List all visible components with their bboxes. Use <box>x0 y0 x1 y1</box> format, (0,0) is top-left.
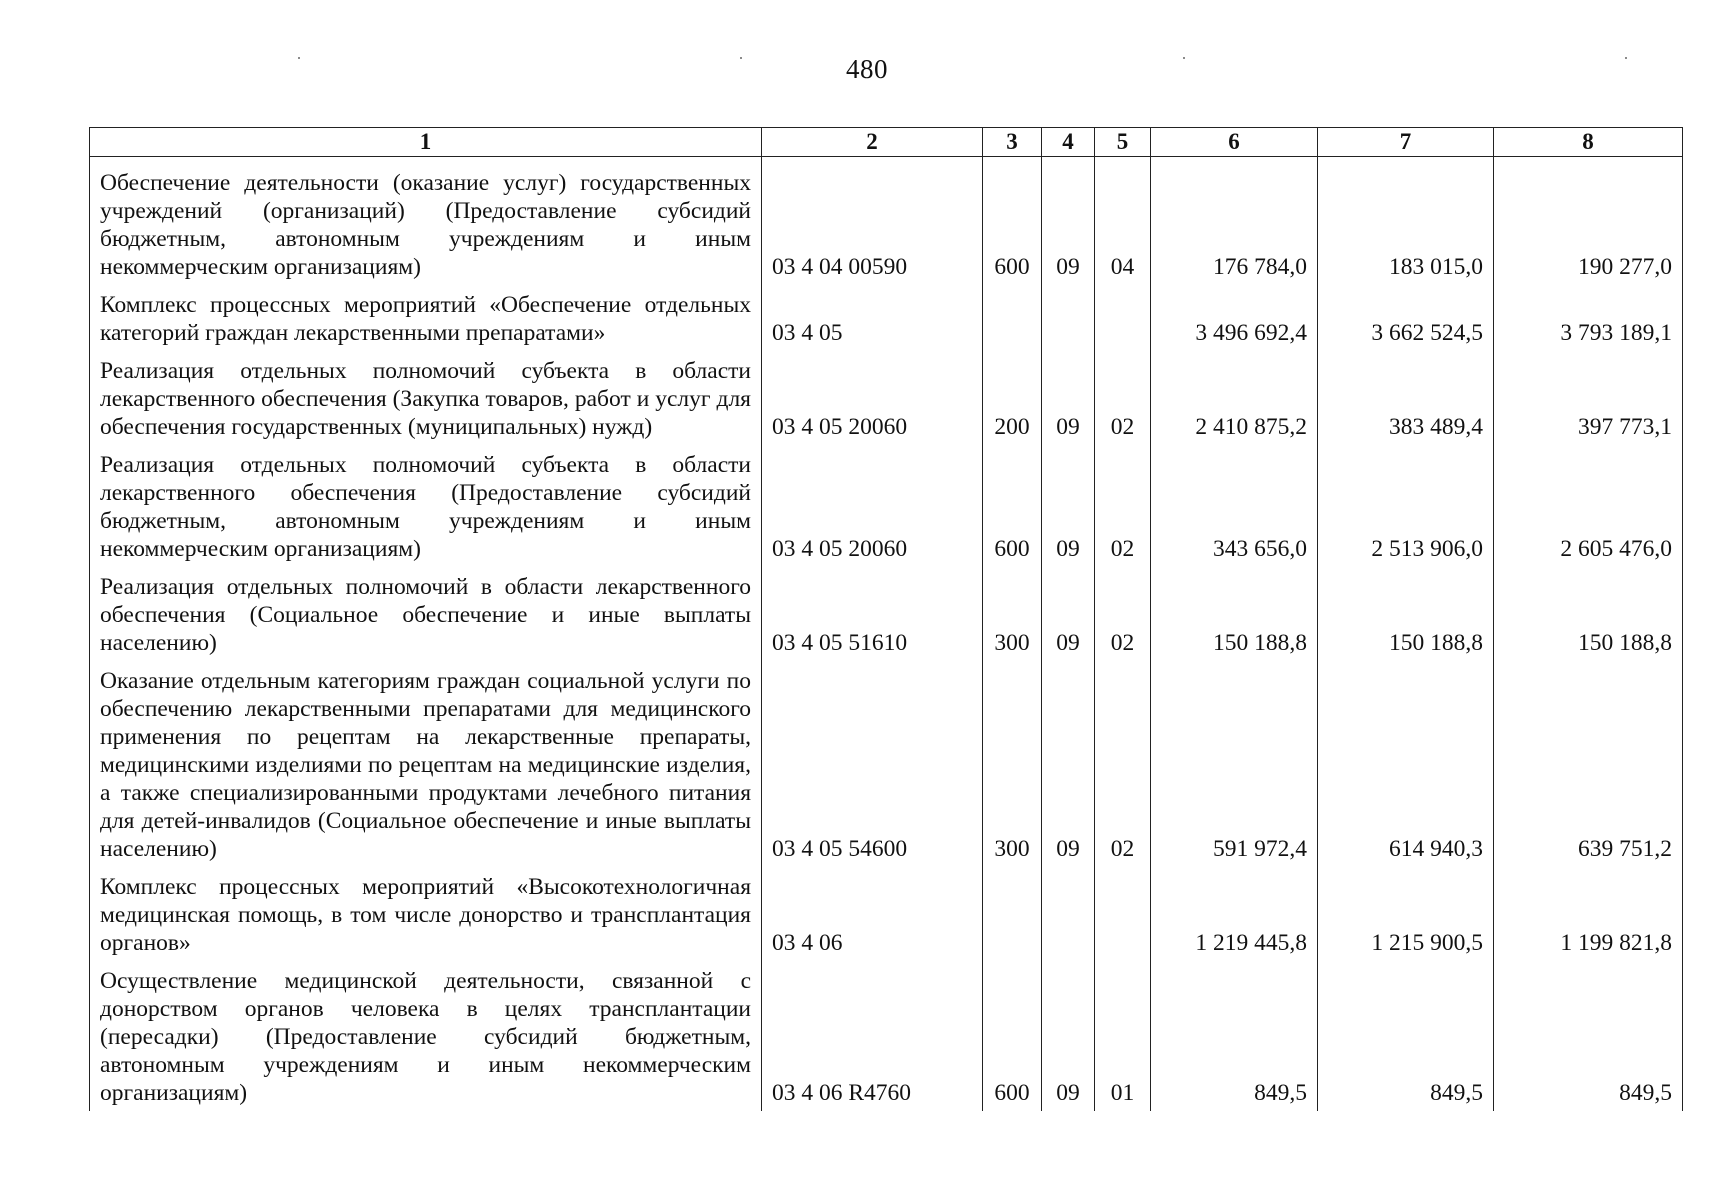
row-description: Реализация отдельных полномочий субъекта в области лекарственного обеспечения (Предоставление субсидий бюджетным, автономным учреждениям и иным некоммерческим организациям) <box>90 445 762 567</box>
row-amount-col7: 849,5 <box>1318 961 1494 1111</box>
row-subsection: 02 <box>1095 661 1151 867</box>
table-row <box>90 157 1683 286</box>
row-amount-col7: 3 662 524,5 <box>1318 285 1494 351</box>
table-row <box>90 661 1683 867</box>
row-section: 09 <box>1042 661 1095 867</box>
row-amount-col6: 849,5 <box>1151 961 1318 1111</box>
row-subsection: 02 <box>1095 445 1151 567</box>
table-row <box>90 867 1683 961</box>
row-amount-col8: 639 751,2 <box>1494 661 1683 867</box>
row-amount-col7: 614 940,3 <box>1318 661 1494 867</box>
row-expense-type <box>983 867 1042 961</box>
column-header: 5 <box>1095 128 1151 157</box>
row-code: 03 4 06 R4760 <box>762 961 983 1111</box>
row-subsection: 02 <box>1095 567 1151 661</box>
row-expense-type: 300 <box>983 661 1042 867</box>
row-amount-col8: 2 605 476,0 <box>1494 445 1683 567</box>
row-amount-col7: 183 015,0 <box>1318 157 1494 286</box>
row-code: 03 4 05 51610 <box>762 567 983 661</box>
page-number: 480 <box>846 54 888 84</box>
row-description: Обеспечение деятельности (оказание услуг) государственных учреждений (организаций) (Предоставление субсидий бюджетным, автономным учреждениям и иным некоммерческим организациям) <box>90 157 762 286</box>
row-description: Реализация отдельных полномочий субъекта в области лекарственного обеспечения (Закупка товаров, работ и услуг для обеспечения государственных (муниципальных) нужд) <box>90 351 762 445</box>
row-expense-type: 200 <box>983 351 1042 445</box>
column-header: 1 <box>90 128 762 157</box>
row-amount-col8: 3 793 189,1 <box>1494 285 1683 351</box>
row-section: 09 <box>1042 445 1095 567</box>
row-code: 03 4 06 <box>762 867 983 961</box>
row-amount-col6: 2 410 875,2 <box>1151 351 1318 445</box>
row-amount-col8: 190 277,0 <box>1494 157 1683 286</box>
row-expense-type: 600 <box>983 961 1042 1111</box>
row-amount-col6: 591 972,4 <box>1151 661 1318 867</box>
row-code: 03 4 05 20060 <box>762 445 983 567</box>
table-row <box>90 285 1683 351</box>
column-header: 7 <box>1318 128 1494 157</box>
row-code: 03 4 05 <box>762 285 983 351</box>
row-description: Оказание отдельным категориям граждан социальной услуги по обеспечению лекарственными препаратами для медицинского применения по рецептам на лекарственные препараты, медицинскими изделиями по рецептам на медицинские изделия, а также специализированными продуктами лечебного питания для детей-инвалидов (Социальное обеспечение и иные выплаты населению) <box>90 661 762 867</box>
row-description: Комплекс процессных мероприятий «Обеспечение отдельных категорий граждан лекарственными препаратами» <box>90 285 762 351</box>
row-code: 03 4 05 54600 <box>762 661 983 867</box>
row-amount-col7: 150 188,8 <box>1318 567 1494 661</box>
row-amount-col8: 1 199 821,8 <box>1494 867 1683 961</box>
row-amount-col8: 849,5 <box>1494 961 1683 1111</box>
row-expense-type: 600 <box>983 445 1042 567</box>
table-header-row <box>90 128 1683 157</box>
scan-speck <box>1625 57 1627 59</box>
row-section: 09 <box>1042 351 1095 445</box>
row-amount-col6: 343 656,0 <box>1151 445 1318 567</box>
row-subsection: 04 <box>1095 157 1151 286</box>
row-subsection <box>1095 285 1151 351</box>
budget-table <box>89 127 1683 1111</box>
column-header: 4 <box>1042 128 1095 157</box>
row-amount-col8: 150 188,8 <box>1494 567 1683 661</box>
row-amount-col6: 150 188,8 <box>1151 567 1318 661</box>
table-row <box>90 445 1683 567</box>
row-subsection: 01 <box>1095 961 1151 1111</box>
row-subsection: 02 <box>1095 351 1151 445</box>
row-description: Реализация отдельных полномочий в области лекарственного обеспечения (Социальное обеспечение и иные выплаты населению) <box>90 567 762 661</box>
row-amount-col6: 1 219 445,8 <box>1151 867 1318 961</box>
table-row <box>90 961 1683 1111</box>
row-expense-type: 600 <box>983 157 1042 286</box>
row-section: 09 <box>1042 961 1095 1111</box>
table-row <box>90 351 1683 445</box>
row-amount-col6: 176 784,0 <box>1151 157 1318 286</box>
row-section: 09 <box>1042 157 1095 286</box>
row-amount-col7: 1 215 900,5 <box>1318 867 1494 961</box>
column-header: 8 <box>1494 128 1683 157</box>
row-description: Комплекс процессных мероприятий «Высокотехнологичная медицинская помощь, в том числе донорство и трансплантация органов» <box>90 867 762 961</box>
row-amount-col7: 383 489,4 <box>1318 351 1494 445</box>
row-code: 03 4 05 20060 <box>762 351 983 445</box>
row-description: Осуществление медицинской деятельности, связанной с донорством органов человека в целях трансплантации (пересадки) (Предоставление субсидий бюджетным, автономным учреждениям и иным некоммерческим организациям) <box>90 961 762 1111</box>
table-row <box>90 567 1683 661</box>
row-subsection <box>1095 867 1151 961</box>
row-code: 03 4 04 00590 <box>762 157 983 286</box>
scan-speck <box>1183 57 1185 59</box>
row-amount-col6: 3 496 692,4 <box>1151 285 1318 351</box>
column-header: 3 <box>983 128 1042 157</box>
column-header: 6 <box>1151 128 1318 157</box>
row-section <box>1042 867 1095 961</box>
scan-speck <box>740 57 742 59</box>
row-section: 09 <box>1042 567 1095 661</box>
row-expense-type: 300 <box>983 567 1042 661</box>
row-amount-col8: 397 773,1 <box>1494 351 1683 445</box>
row-expense-type <box>983 285 1042 351</box>
row-amount-col7: 2 513 906,0 <box>1318 445 1494 567</box>
row-section <box>1042 285 1095 351</box>
column-header: 2 <box>762 128 983 157</box>
scan-speck <box>298 57 300 59</box>
